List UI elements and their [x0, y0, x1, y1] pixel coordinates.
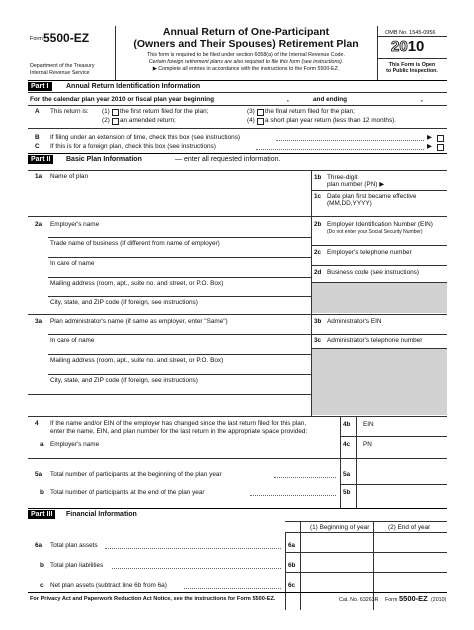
line-6a-number: 6a — [35, 542, 43, 549]
participants-begin-label: Total number of participants at the beginning of the plan year — [50, 471, 222, 478]
box-5b-label: 5b — [343, 489, 351, 496]
line-2b-number: 2b — [314, 221, 322, 228]
net-assets-label: Net plan assets (subtract line 6b from 6a) — [50, 582, 167, 589]
line-3b-number: 3b — [314, 318, 322, 325]
participants-begin-field[interactable] — [357, 466, 446, 484]
footer-year: (2010) — [431, 597, 447, 603]
extension-checkbox[interactable] — [437, 135, 444, 142]
beginning-of-year-header: (1) Beginning of year — [310, 524, 370, 531]
total-liabilities-label: Total plan liabilities — [50, 562, 104, 569]
ein-field[interactable] — [312, 236, 446, 244]
assets-end-field[interactable] — [374, 533, 446, 551]
opt4-number: (4) — [247, 117, 255, 124]
liabilities-end-field[interactable] — [374, 553, 446, 571]
plan-number-label-1: Three-digit — [327, 174, 358, 181]
line-1a-number: 1a — [35, 173, 43, 180]
subtitle-1: This form is required to be filed under section 6058(a) of the Internal Revenue Code. — [147, 52, 345, 58]
net-assets-begin-field[interactable] — [301, 573, 372, 591]
form-prefix: Form — [30, 36, 43, 42]
administrator-name-field[interactable] — [48, 326, 310, 333]
first-return-label: the first return filed for the plan; — [120, 108, 209, 115]
care-of-field[interactable] — [48, 268, 310, 276]
administrator-name-label: Plan administrator's name (if same as employer, enter "Same") — [50, 318, 228, 325]
short-year-label: a short plan year return (less than 12 months). — [265, 117, 397, 124]
final-return-checkbox[interactable] — [257, 109, 264, 116]
admin-care-of-field[interactable] — [48, 345, 310, 353]
total-assets-label: Total plan assets — [50, 542, 98, 549]
box-6a-label: 6a — [288, 542, 296, 549]
plan-name-label: Name of plan — [50, 173, 89, 180]
year-prefix: 20 — [391, 38, 408, 55]
dept-line-1: Department of the Treasury — [30, 63, 95, 69]
prior-pn-label: PN — [363, 441, 372, 448]
admin-city-field[interactable] — [48, 385, 310, 393]
privacy-notice: For Privacy Act and Paperwork Reduction Act Notice, see the instructions for Form 5500-EZ. — [30, 596, 276, 602]
line-2d-number: 2d — [314, 269, 322, 276]
line-1b-number: 1b — [314, 174, 322, 181]
effective-date-field[interactable] — [312, 208, 446, 215]
admin-care-of-label: In care of name — [50, 337, 95, 344]
short-year-checkbox[interactable] — [257, 118, 264, 125]
part-1-tag: Part I — [28, 82, 52, 91]
part-3-tag: Part III — [28, 510, 55, 519]
prior-employer-name-field[interactable] — [48, 449, 339, 457]
form-number: 5500-EZ — [43, 31, 90, 45]
line-c-label: If this is for a foreign plan, check this box (see instructions) — [50, 143, 216, 150]
line-4c-number: 4c — [343, 441, 351, 448]
plan-name-field[interactable] — [48, 182, 310, 214]
part-2-title-suffix: — enter all requested information. — [175, 156, 281, 163]
employer-name-label: Employer's name — [50, 221, 100, 228]
year-suffix: 10 — [407, 38, 425, 55]
care-of-label: In care of name — [50, 260, 95, 267]
line-c-arrow: ▶ — [427, 143, 432, 150]
participants-end-label: Total number of participants at the end of the plan year — [50, 489, 205, 496]
part-2-title: Basic Plan Information — [66, 156, 142, 163]
line-6b-letter: b — [40, 562, 44, 569]
shaded-block-2 — [312, 348, 447, 415]
footer-form-prefix: Form — [385, 597, 398, 603]
dept-line-2: Internal Revenue Service — [30, 70, 90, 76]
effective-date-label-1: Date plan first became effective — [327, 193, 417, 200]
line-4-text-1: If the name and/or EIN of the employer has changed since the last return filed for this plan, — [50, 420, 307, 427]
line-6c-letter: c — [40, 582, 44, 589]
prior-ein-field[interactable] — [380, 418, 446, 434]
opt2-number: (2) — [102, 117, 110, 124]
opt3-number: (3) — [247, 108, 255, 115]
ein-label: Employer Identification Number (EIN) — [327, 221, 433, 228]
prior-employer-name-label: Employer's name — [50, 441, 100, 448]
employer-phone-label: Employer's telephone number — [327, 249, 412, 256]
subtitle-3: ▶ Complete all entries in accordance with the instructions to the Form 5500-EZ. — [152, 66, 340, 72]
box-6c-label: 6c — [288, 582, 296, 589]
catalog-number: Cat. No. 63263R — [339, 597, 379, 603]
plan-number-label-2: plan number (PN) ▶ — [327, 181, 385, 188]
subtitle-2: Certain foreign retirement plans are also required to file this form (see instructions). — [148, 59, 344, 65]
admin-city-label: City, state, and ZIP code (if foreign, see instructions) — [50, 377, 198, 384]
line-4-number: 4 — [35, 420, 39, 427]
net-assets-end-field[interactable] — [374, 573, 446, 591]
comma-2: , — [421, 96, 423, 103]
mailing-address-label: Mailing address (room, apt., suite no. and street, or P.O. Box) — [50, 280, 224, 287]
omb-number: OMB No. 1545-0956 — [385, 30, 436, 36]
form-title-line-2: (Owners and Their Spouses) Retirement Plan — [133, 38, 359, 50]
line-a-label: This return is: — [50, 108, 89, 115]
final-return-label: the final return filed for the plan; — [265, 108, 355, 115]
business-code-label: Business code (see instructions) — [327, 269, 419, 276]
tax-year — [391, 38, 424, 56]
line-5a-number: 5a — [35, 471, 43, 478]
first-return-checkbox[interactable] — [112, 109, 119, 116]
fiscal-end-field[interactable] — [355, 103, 421, 104]
admin-phone-label: Administrator's telephone number — [327, 337, 423, 344]
box-6b-label: 6b — [288, 562, 296, 569]
city-state-zip-label: City, state, and ZIP code (if foreign, see instructions) — [50, 299, 198, 306]
line-5b-letter: b — [40, 489, 44, 496]
line-1c-number: 1c — [314, 193, 322, 200]
admin-mailing-field[interactable] — [48, 365, 310, 373]
employer-phone-field[interactable] — [312, 257, 446, 264]
participants-end-field[interactable] — [357, 486, 446, 506]
city-state-zip-field[interactable] — [48, 307, 310, 314]
public-inspection-1: This Form is Open — [388, 62, 436, 68]
admin-ein-label: Administrator's EIN — [327, 318, 382, 325]
effective-date-label-2: (MM,DD,YYYY) — [327, 200, 372, 207]
part-2-tag: Part II — [28, 155, 53, 164]
opt1-number: (1) — [102, 108, 110, 115]
line-b-label: If filing under an extension of time, check this box (see instructions) — [50, 134, 241, 141]
and-ending-label: and ending — [313, 96, 348, 103]
footer-form-number: 5500-EZ — [399, 594, 428, 603]
trade-name-label: Trade name of business (if different from name of employer) — [50, 240, 220, 247]
liabilities-begin-field[interactable] — [301, 553, 372, 571]
assets-begin-field[interactable] — [301, 533, 372, 551]
end-of-year-header: (2) End of year — [388, 524, 431, 531]
amended-return-label: an amended return; — [120, 117, 176, 124]
line-3a-number: 3a — [35, 318, 43, 325]
line-c-letter: C — [35, 143, 40, 150]
form-title-line-1: Annual Return of One-Participant — [162, 26, 330, 38]
line-3c-number: 3c — [314, 337, 322, 344]
prior-ein-label: EIN — [363, 421, 374, 428]
trade-name-field[interactable] — [48, 248, 310, 256]
box-5a-label: 5a — [343, 471, 351, 478]
line-b-letter: B — [35, 134, 40, 141]
part-1-title: Annual Return Identification Information — [66, 83, 201, 90]
fiscal-begin-field[interactable] — [246, 103, 286, 104]
mailing-address-field[interactable] — [48, 288, 310, 295]
form-header — [0, 0, 474, 80]
line-4a-letter: a — [40, 441, 44, 448]
line-2a-number: 2a — [35, 221, 43, 228]
part-3-title: Financial Information — [66, 511, 137, 518]
comma-1: , — [287, 96, 289, 103]
line-b-arrow: ▶ — [427, 134, 432, 141]
prior-pn-field[interactable] — [380, 438, 446, 456]
line-4b-number: 4b — [343, 421, 351, 428]
public-inspection-2: to Public Inspection. — [386, 68, 438, 74]
amended-return-checkbox[interactable] — [112, 118, 119, 125]
shaded-block-1 — [312, 282, 447, 313]
line-4-text-2: enter the name, EIN, and plan number for the last return in the appropriate space provided: — [50, 428, 308, 435]
foreign-plan-checkbox[interactable] — [437, 144, 444, 151]
line-2c-number: 2c — [314, 249, 322, 256]
calendar-line: For the calendar plan year 2010 or fiscal plan year beginning — [30, 96, 214, 103]
employer-name-field[interactable] — [48, 229, 310, 236]
ein-note: (Do not enter your Social Security Number) — [327, 229, 423, 235]
plan-number-field[interactable] — [398, 172, 446, 189]
admin-ein-field[interactable] — [312, 326, 446, 333]
admin-mailing-label: Mailing address (room, apt., suite no. and street, or P.O. Box) — [50, 357, 224, 364]
line-a-letter: A — [35, 108, 40, 115]
